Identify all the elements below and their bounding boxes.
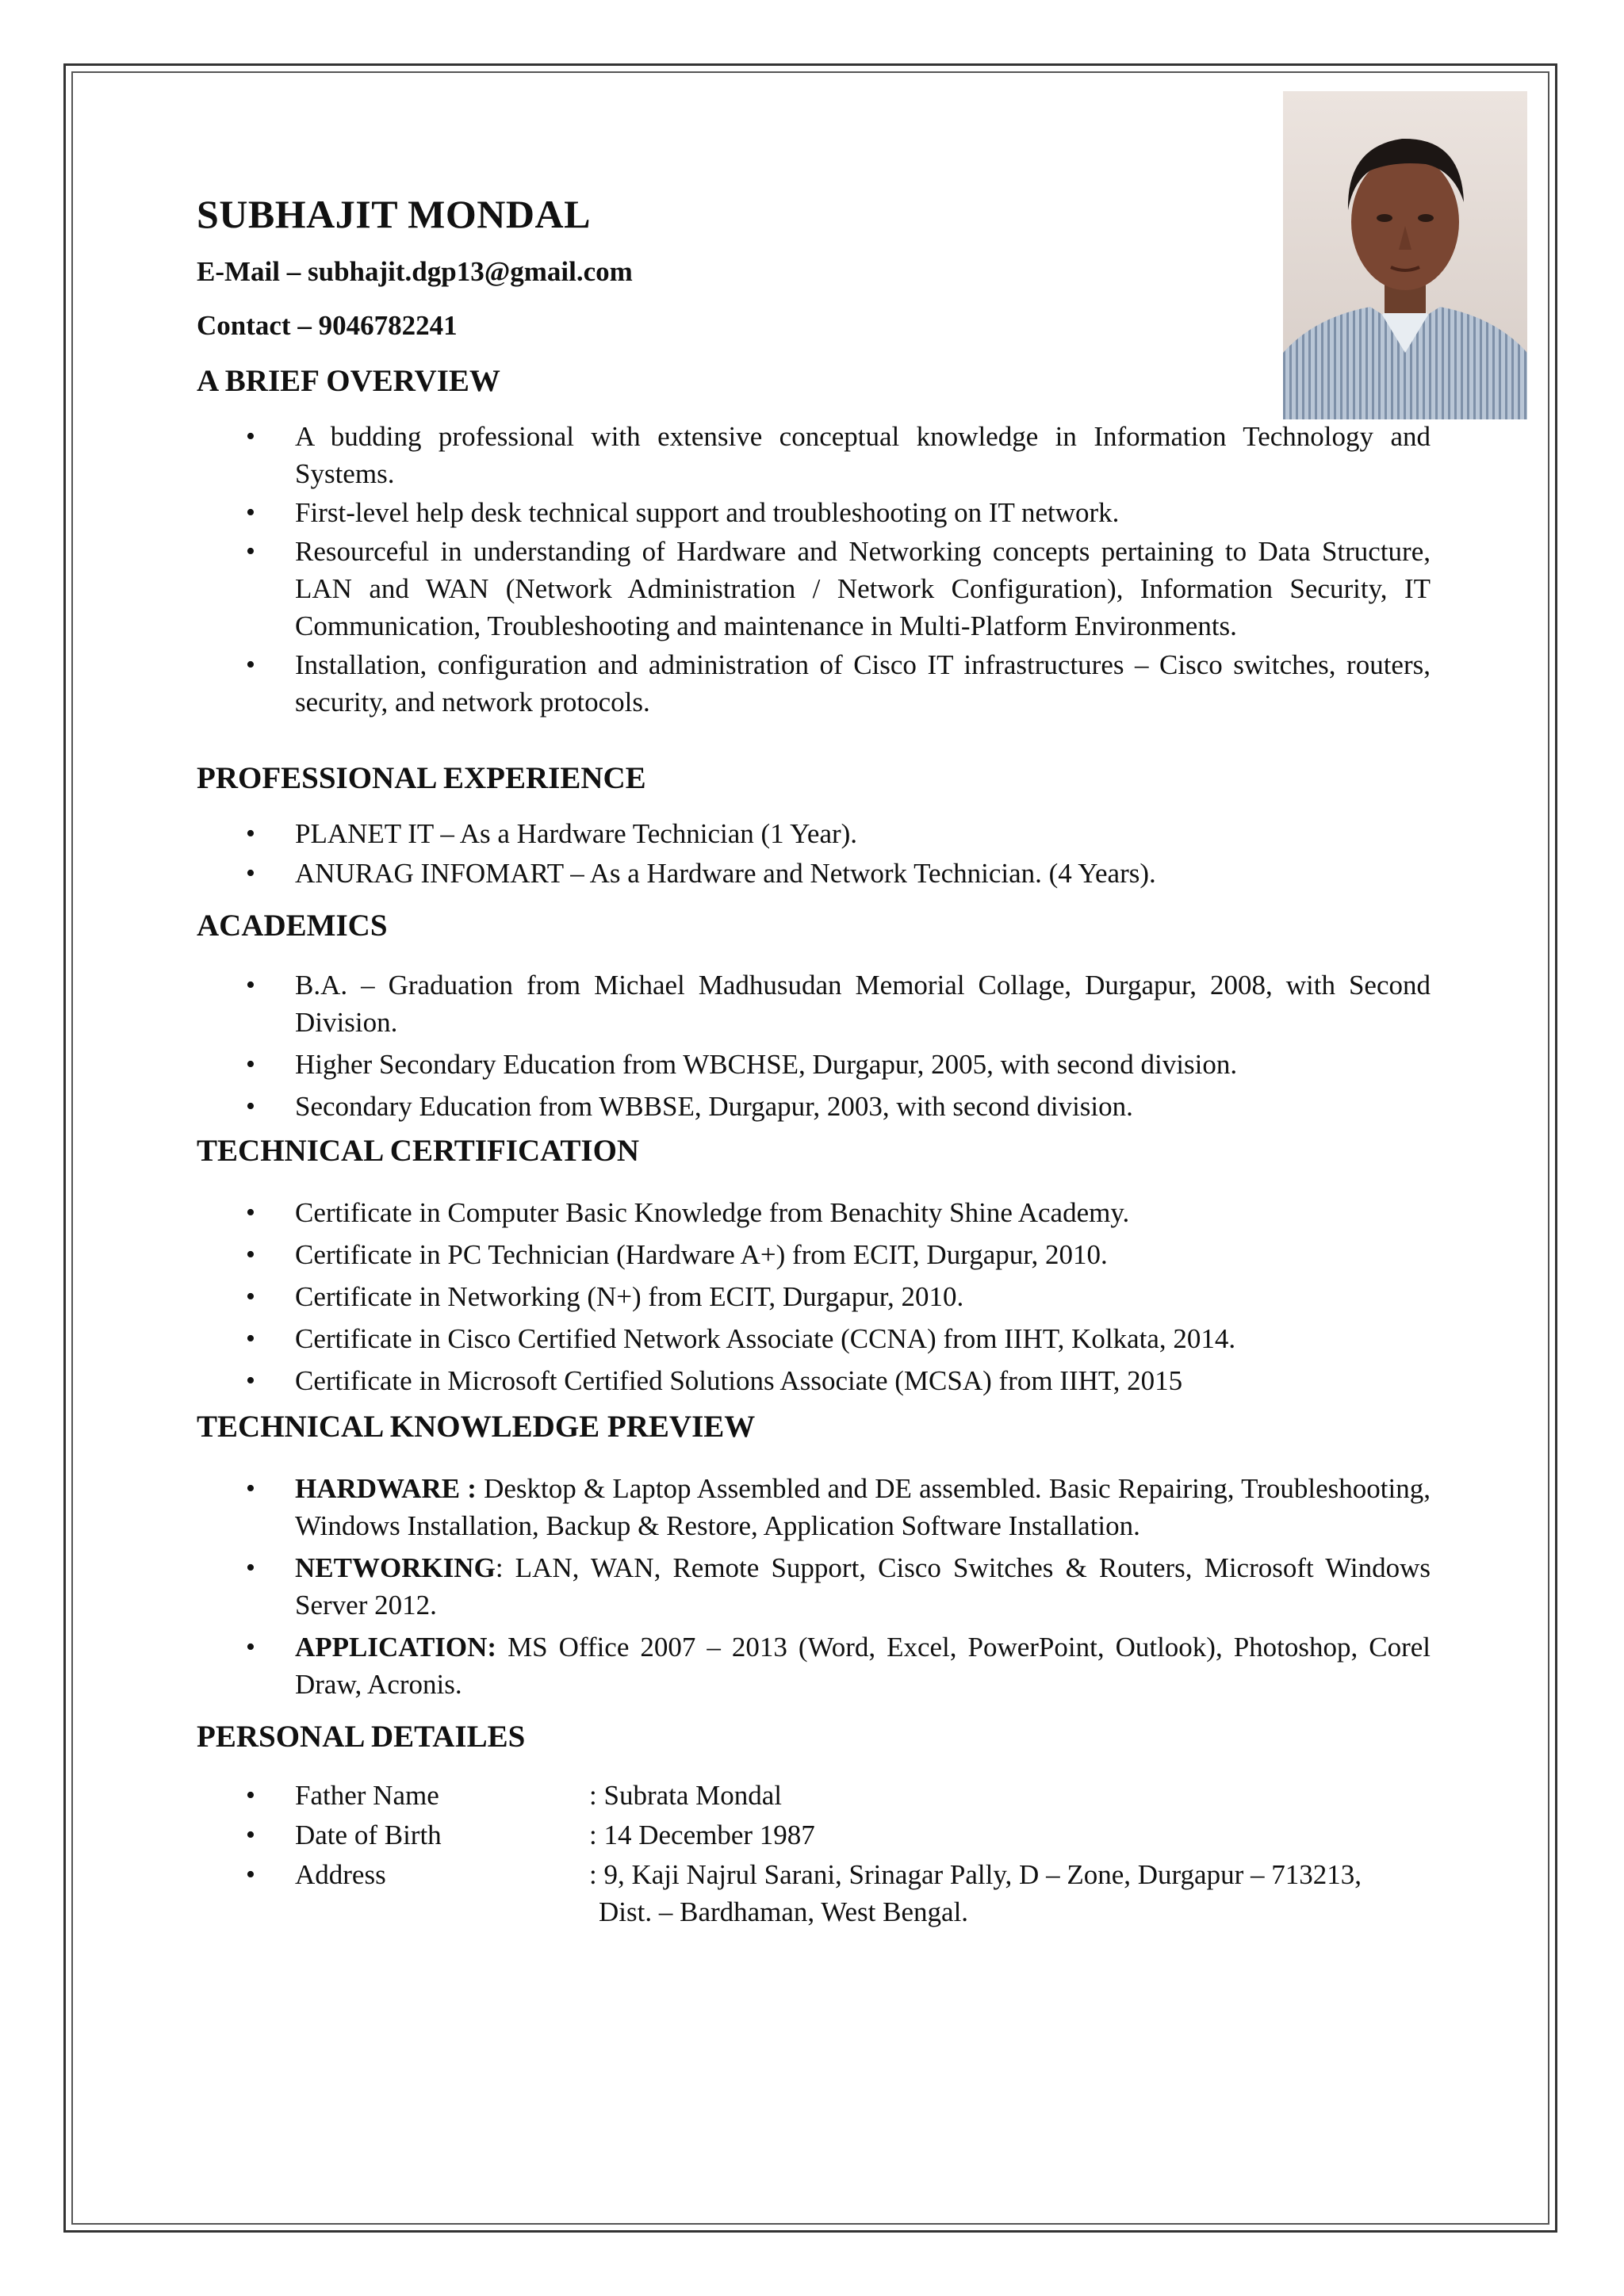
section-title-personal: PERSONAL DETAILES: [197, 1719, 526, 1754]
contact-line: Contact – 9046782241: [197, 310, 458, 341]
list-item: [197, 1816, 1431, 1854]
list-item: • B.A. – Graduation from Michael Madhusudan Memorial Collage, Durgapur, 2008, with Second Division.: [197, 966, 1431, 1041]
list-item: [197, 1470, 1431, 1544]
candidate-name: SUBHAJIT MONDAL: [197, 192, 591, 236]
application-text: MS Office 2007 – 2013 (Word, Excel, PowerPoint, Outlook), Photoshop, Corel Draw, Acronis.: [295, 1631, 1431, 1700]
knowledge-list: [197, 1470, 1431, 1703]
section-title-experience: PROFESSIONAL EXPERIENCE: [197, 760, 646, 795]
hardware-text: Desktop & Laptop Assembled and DE assembled. Basic Repairing, Troubleshooting, Windows Installation, Backup & Restore, Application Software Installation.: [295, 1472, 1431, 1541]
address-value-line2: Dist. – Bardhaman, West Bengal.: [599, 1896, 969, 1927]
experience-list: [197, 815, 1431, 892]
section-title-certification: TECHNICAL CERTIFICATION: [197, 1134, 640, 1169]
list-item: • Certificate in Cisco Certified Network Associate (CCNA) from IIHT, Kolkata, 2014.: [197, 1320, 1431, 1357]
list-item: • First-level help desk technical support and troubleshooting on IT network.: [197, 494, 1431, 531]
list-item: • Resourceful in understanding of Hardware and Networking concepts pertaining to Data Structure, LAN and WAN (Network Administration / Network Configuration), Information Security, IT Communication, Troubleshooting and maintenance in Multi-Platform Environments.: [197, 533, 1431, 645]
list-item: • PLANET IT – As a Hardware Technician (1 Year).: [197, 815, 1431, 852]
list-item: • Higher Secondary Education from WBCHSE, Durgapur, 2005, with second division.: [197, 1046, 1431, 1083]
list-item: • Secondary Education from WBBSE, Durgapur, 2003, with second division.: [197, 1088, 1431, 1125]
overview-list: [197, 418, 1431, 721]
networking-text: : LAN, WAN, Remote Support, Cisco Switches & Routers, Microsoft Windows Server 2012.: [295, 1552, 1431, 1621]
certification-list: [197, 1194, 1431, 1399]
dob-label: • Date of Birth: [295, 1819, 442, 1850]
personal-list: [197, 1777, 1431, 1931]
list-item: [197, 1549, 1431, 1624]
list-item: • Certificate in PC Technician (Hardware A+) from ECIT, Durgapur, 2010.: [197, 1236, 1431, 1273]
list-item: • Installation, configuration and administration of Cisco IT infrastructures – Cisco switches, routers, security, and network protocols.: [197, 646, 1431, 721]
list-item: • A budding professional with extensive conceptual knowledge in Information Technology and Systems.: [197, 418, 1431, 492]
networking-label: NETWORKING: [295, 1552, 496, 1583]
email-line: E-Mail – subhajit.dgp13@gmail.com: [197, 256, 633, 287]
section-title-academics: ACADEMICS: [197, 908, 388, 943]
section-title-overview: A BRIEF OVERVIEW: [197, 364, 500, 398]
address-value-block: [589, 1856, 1431, 1931]
list-item: • Certificate in Computer Basic Knowledge from Benachity Shine Academy.: [197, 1194, 1431, 1231]
application-label: APPLICATION:: [295, 1631, 497, 1663]
resume-content: [197, 190, 1431, 1931]
section-title-knowledge: TECHNICAL KNOWLEDGE PREVIEW: [197, 1410, 756, 1445]
hardware-label: HARDWARE :: [295, 1472, 477, 1504]
address-value: : 9, Kaji Najrul Sarani, Srinagar Pally, D – Zone, Durgapur – 713213,: [589, 1858, 1362, 1890]
father-name-label: • Father Name: [295, 1779, 439, 1811]
list-item: [197, 1777, 1431, 1814]
academics-list: [197, 966, 1431, 1125]
list-item: [197, 1856, 1431, 1931]
list-item: • Certificate in Networking (N+) from ECIT, Durgapur, 2010.: [197, 1278, 1431, 1315]
father-name-value: : Subrata Mondal: [589, 1779, 783, 1811]
address-label: • Address: [295, 1858, 386, 1890]
list-item: • Certificate in Microsoft Certified Solutions Associate (MCSA) from IIHT, 2015: [197, 1362, 1431, 1399]
list-item: [197, 1628, 1431, 1703]
dob-value: : 14 December 1987: [589, 1819, 815, 1850]
list-item: • ANURAG INFOMART – As a Hardware and Network Technician. (4 Years).: [197, 855, 1431, 892]
